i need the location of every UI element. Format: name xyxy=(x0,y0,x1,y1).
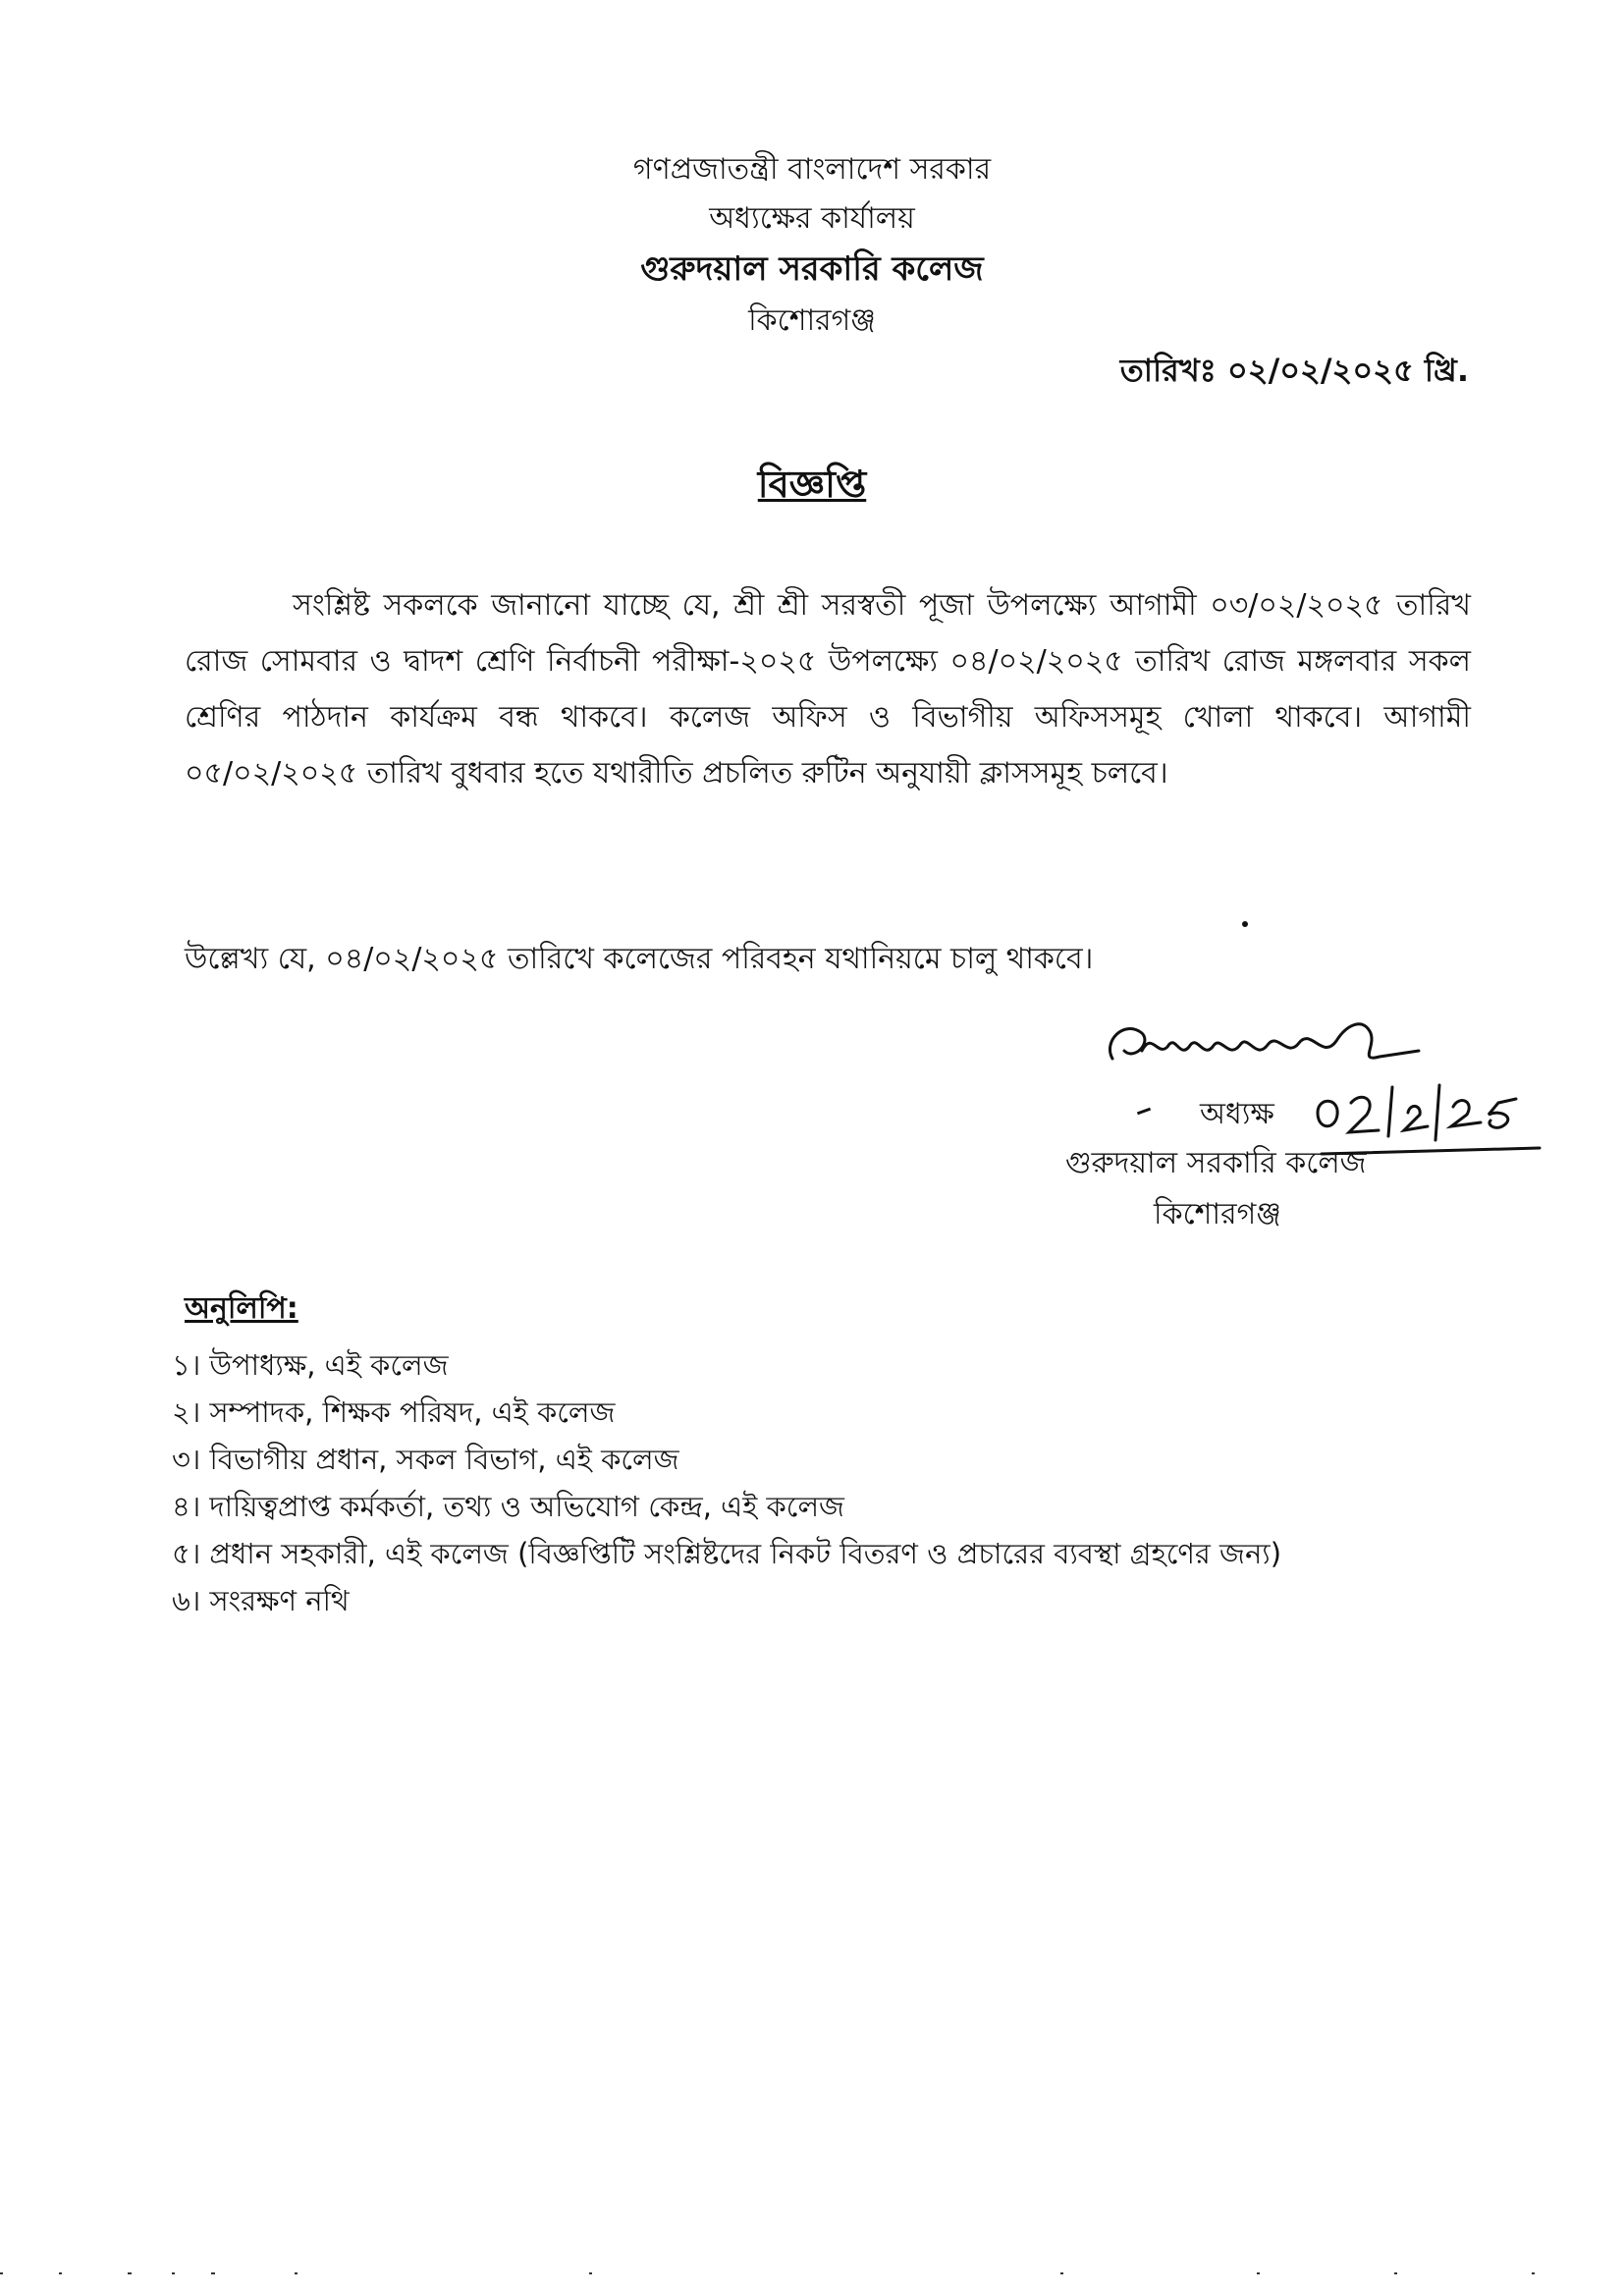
copy-item: ২। সম্পাদক, শিক্ষক পরিষদ, এই কলেজ xyxy=(172,1395,616,1429)
notice-body: সংশ্লিষ্ট সকলকে জানানো যাচ্ছে যে, শ্রী শ্রী সরস্বতী পূজা উপলক্ষ্যে আগামী ০৩/০২/২০২৫ তারিখ রোজ সোমবার ও দ্বাদশ শ্রেণি নির্বাচনী পরীক্ষা-২০২৫ উপলক্ষ্যে ০৪/০২/২০২৫ তারিখ রোজ মঙ্গলবার সকল শ্রেণির পাঠদান কার্যক্রম বন্ধ থাকবে। কলেজ অফিস ও বিভাগীয় অফিসসমূহ খোলা থাকবে। আগামী ০৫/০২/২০২৫ তারিখ বুধবার হতে যথারীতি প্রচলিত রুটিন অনুযায়ী ক্লাসসমূহ চলবে। xyxy=(185,588,1471,791)
copy-item: ৬। সংরক্ষণ নথি xyxy=(172,1584,350,1617)
college-location: কিশোরগঞ্জ xyxy=(748,303,876,338)
copy-item: ৩। বিভাগীয় প্রধান, সকল বিভাগ, এই কলেজ xyxy=(172,1443,679,1476)
signatory-designation: অধ্যক্ষ xyxy=(1200,1097,1274,1131)
copies-list xyxy=(172,1341,1281,1624)
ink-dot xyxy=(1242,921,1248,927)
notice-note: উল্লেখ্য যে, ০৪/০২/২০২৫ তারিখে কলেজের পরিবহন যথানিয়মে চালু থাকবে। xyxy=(185,942,1094,976)
government-name: গণপ্রজাতন্ত্রী বাংলাদেশ সরকার xyxy=(632,152,992,187)
signatory-institution: গুরুদয়াল সরকারি কলেজ xyxy=(1065,1146,1367,1180)
signature-tick-mark xyxy=(1137,1108,1151,1116)
office-name: অধ্যক্ষের কার্যালয় xyxy=(709,201,915,236)
copies-heading: অনুলিপি: xyxy=(185,1291,298,1326)
notice-title: বিজ্ঞপ্তি xyxy=(757,463,867,506)
notice-date: তারিখঃ ০২/০২/২০২৫ খ্রি. xyxy=(1119,352,1469,389)
copy-item: ৫। প্রধান সহকারী, এই কলেজ (বিজ্ঞপ্তিটি সংশ্লিষ্টদের নিকট বিতরণ ও প্রচারের ব্যবস্থা গ্রহণের জন্য) xyxy=(172,1537,1282,1570)
copy-item: ৪। দায়িত্বপ্রাপ্ত কর্মকর্তা, তথ্য ও অভিযোগ কেন্দ্র, এই কলেজ xyxy=(172,1490,845,1523)
scan-noise-dots xyxy=(0,2269,1624,2278)
principal-signature xyxy=(1095,1011,1429,1080)
copy-item: ১। উপাধ্যক্ষ, এই কলেজ xyxy=(172,1348,449,1382)
college-name: গুরুদয়াল সরকারি কলেজ xyxy=(640,249,984,289)
signatory-place: কিশোরগঞ্জ xyxy=(1154,1197,1281,1231)
